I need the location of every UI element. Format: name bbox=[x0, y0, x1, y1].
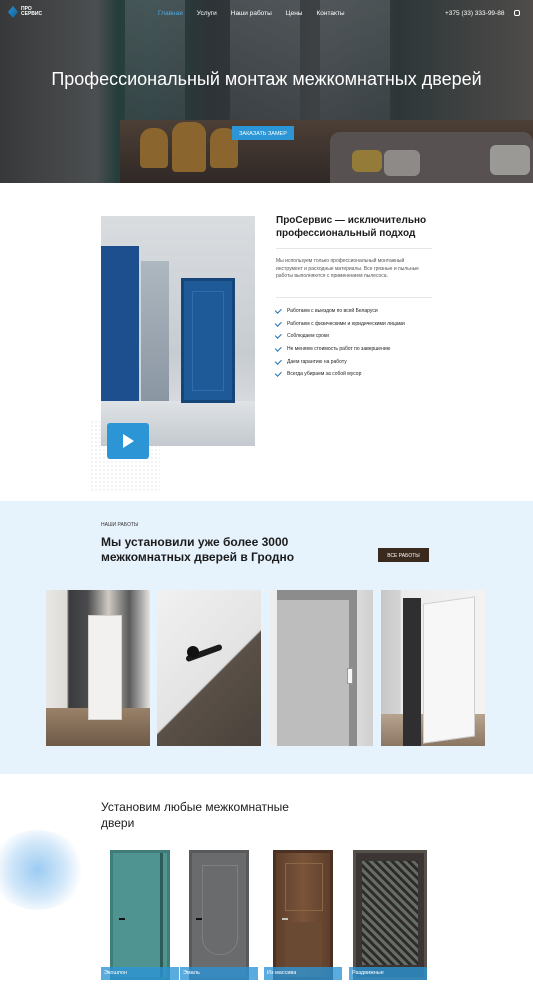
list-item bbox=[276, 330, 446, 343]
divider bbox=[276, 248, 432, 249]
work-photo[interactable] bbox=[157, 590, 261, 746]
door-handle bbox=[196, 918, 202, 920]
nav-contacts[interactable]: Контакты bbox=[316, 10, 345, 17]
check-icon bbox=[275, 357, 282, 364]
features-list bbox=[276, 305, 446, 381]
logo-text: ПРО СЕРВИС bbox=[21, 6, 43, 17]
work-photo[interactable] bbox=[269, 590, 373, 746]
door-image bbox=[110, 850, 170, 980]
about-description: Мы используем только профессиональный монтажный инструмент и расходные материалы. Все грязные и пыльные работы выполняются с применением пылесоса. bbox=[276, 258, 419, 279]
door-card-label: Экошпон bbox=[101, 967, 179, 980]
photo-door-open bbox=[423, 596, 475, 743]
check-icon bbox=[275, 320, 282, 327]
door-image bbox=[273, 850, 333, 980]
list-item bbox=[276, 368, 446, 381]
door-image bbox=[189, 850, 249, 980]
door-card-ecoveneer[interactable] bbox=[101, 848, 179, 982]
play-video-button[interactable] bbox=[107, 423, 149, 459]
hero-overlay bbox=[0, 0, 533, 183]
door-handle-rose bbox=[187, 646, 199, 658]
photo-door bbox=[181, 278, 235, 403]
door-image bbox=[353, 850, 427, 980]
feature-text: Не меняем стоимость работ по завершению bbox=[287, 346, 391, 353]
door-card-enamel[interactable] bbox=[180, 848, 258, 982]
list-item bbox=[276, 343, 446, 356]
feature-text: Работаем с выездом по всей Беларуси bbox=[287, 308, 378, 315]
list-item bbox=[276, 318, 446, 331]
instagram-icon[interactable] bbox=[514, 10, 520, 16]
all-works-button[interactable]: ВСЕ РАБОТЫ bbox=[378, 548, 429, 562]
about-title: ПроСервис — исключительно профессиональный подход bbox=[276, 215, 427, 239]
door-card-label: Эмаль bbox=[180, 967, 258, 980]
door-handle bbox=[119, 918, 125, 920]
feature-text: Работаем с физическими и юридическими лицами bbox=[287, 320, 405, 327]
photo-door-jamb bbox=[403, 598, 421, 746]
door-card-solid-wood[interactable] bbox=[264, 848, 342, 982]
nav-works[interactable]: Наши работы bbox=[230, 10, 272, 17]
door-handle bbox=[282, 918, 288, 920]
nav-services[interactable]: Услуги bbox=[196, 10, 217, 17]
photo-door-frame bbox=[277, 590, 357, 746]
feature-text: Соблюдаем сроки bbox=[287, 333, 329, 340]
photo-mirror bbox=[139, 261, 169, 411]
phone-number[interactable]: +375 (33) 333-99-88 bbox=[445, 10, 505, 17]
decorative-glow bbox=[0, 830, 85, 910]
check-icon bbox=[275, 345, 282, 352]
photo-door bbox=[88, 615, 122, 720]
door-lock bbox=[347, 668, 353, 684]
door-card-sliding[interactable] bbox=[349, 848, 427, 982]
nav-home[interactable]: Главная bbox=[158, 10, 183, 17]
check-icon bbox=[275, 332, 282, 339]
door-types-title: Установим любые межкомнатные двери bbox=[101, 800, 289, 830]
hero-title: Профессиональный монтаж межкомнатных дверей bbox=[51, 69, 482, 89]
work-photo[interactable] bbox=[381, 590, 485, 746]
about-photo bbox=[101, 216, 255, 446]
nav-prices[interactable]: Цены bbox=[285, 10, 303, 17]
check-icon bbox=[275, 370, 282, 377]
door-card-label: Раздвижные bbox=[349, 967, 427, 980]
main-nav bbox=[158, 10, 345, 17]
logo-icon bbox=[8, 6, 18, 18]
work-photo[interactable] bbox=[46, 590, 150, 746]
logo[interactable] bbox=[8, 6, 51, 18]
works-kicker: НАШИ РАБОТЫ bbox=[101, 522, 139, 528]
hero-section bbox=[0, 0, 533, 183]
divider bbox=[276, 297, 432, 298]
list-item bbox=[276, 355, 446, 368]
order-measurement-button[interactable]: ЗАКАЗАТЬ ЗАМЕР bbox=[232, 126, 294, 140]
door-card-label: Из массива bbox=[264, 967, 342, 980]
feature-text: Даем гарантию на работу bbox=[287, 358, 347, 365]
works-title: Мы установили уже более 3000 межкомнатных дверей в Гродно bbox=[101, 535, 295, 564]
feature-text: Всегда убираем за собой мусор bbox=[287, 371, 362, 378]
check-icon bbox=[275, 307, 282, 314]
works-section bbox=[0, 501, 533, 774]
list-item bbox=[276, 305, 446, 318]
